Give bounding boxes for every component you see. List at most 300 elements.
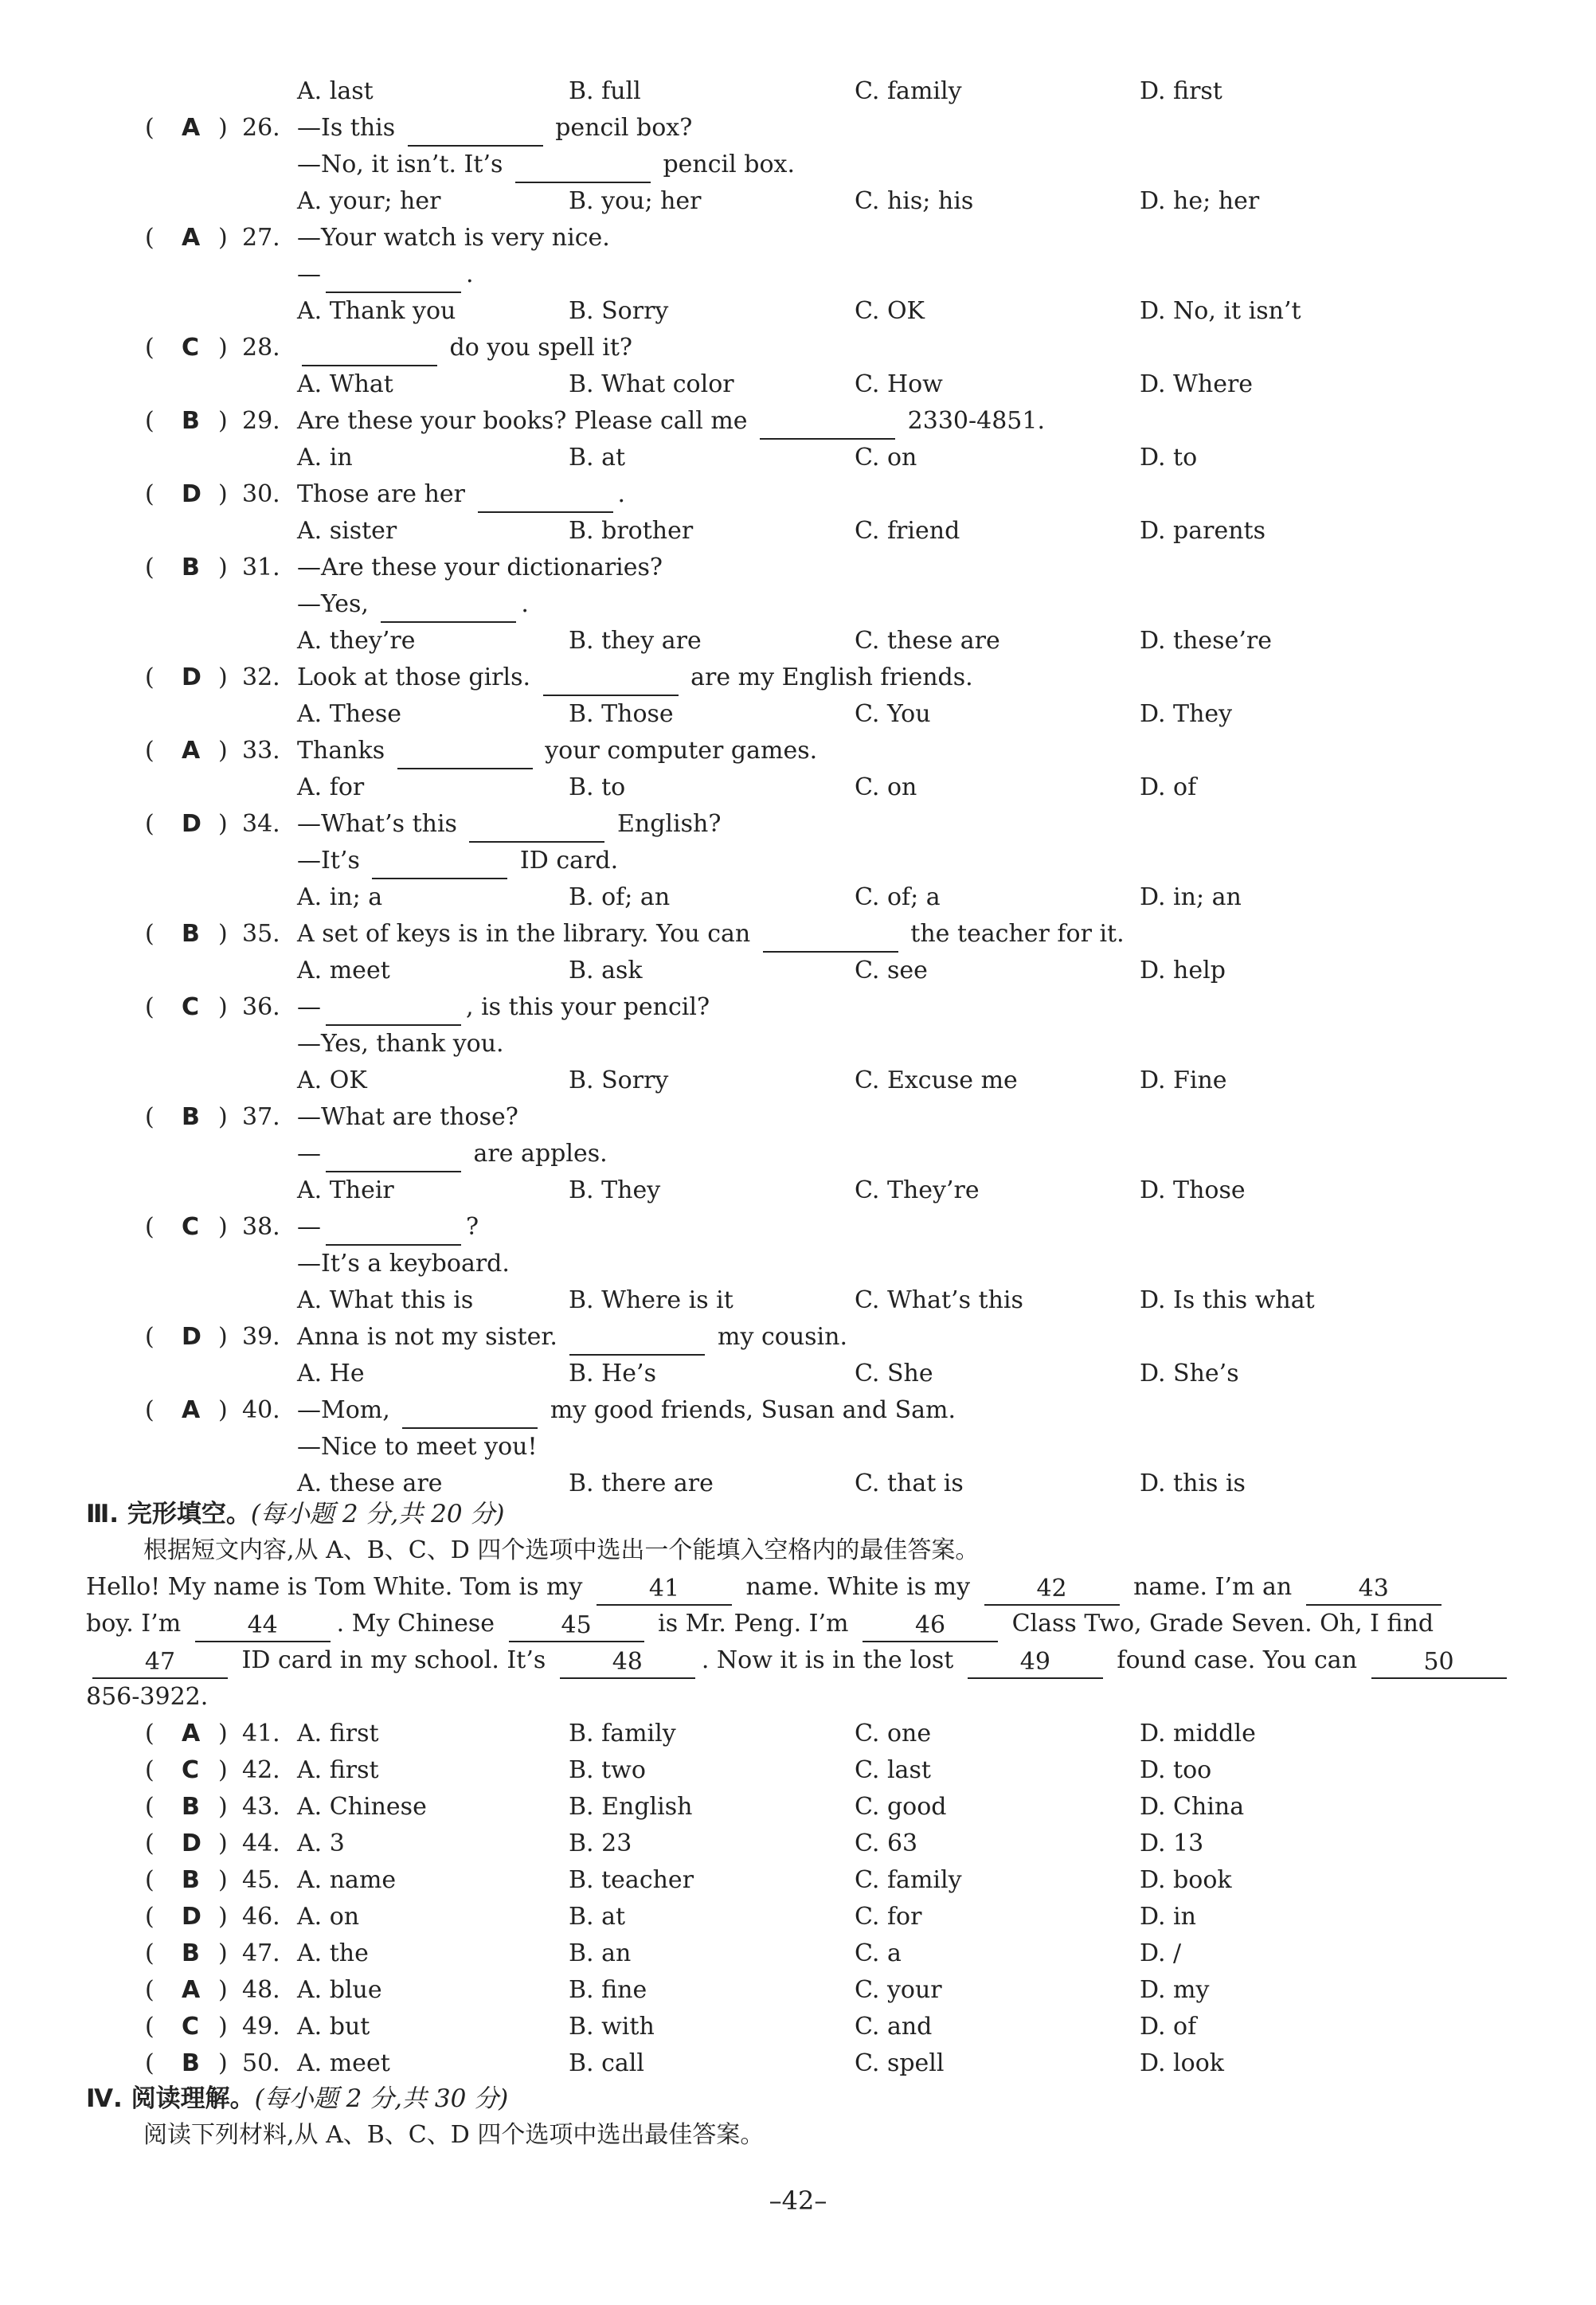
text-segment: —Nice to meet you! [297, 1433, 538, 1461]
question-line [0, 1026, 1596, 1062]
question-number: 27. [242, 224, 280, 252]
question-line [0, 916, 1596, 953]
answer-blank[interactable] [478, 483, 613, 513]
question-text [297, 989, 710, 1026]
option-b[interactable]: B. to [569, 773, 626, 801]
option-a[interactable]: A. these are [297, 1469, 443, 1497]
option-c[interactable]: C. your [855, 1976, 942, 2004]
text-segment: —No, it isn’t. It’s [297, 151, 510, 178]
option-a[interactable]: A. sister [297, 517, 397, 545]
bracket-close: ) [218, 1323, 228, 1351]
answer-letter: B [182, 920, 200, 948]
question-number: 36. [242, 993, 280, 1021]
options-row [0, 623, 1596, 659]
option-c[interactable]: C. OK [855, 297, 925, 325]
option-a[interactable]: A. What this is [297, 1286, 474, 1314]
section-4-note: (每小题 2 分,共 30 分) [254, 2084, 509, 2113]
bracket-open: ( [145, 554, 155, 581]
passage-text: . My Chinese [336, 1610, 503, 1638]
answer-blank[interactable] [381, 593, 516, 623]
option-c[interactable]: C. She [855, 1360, 933, 1387]
bracket-open: ( [145, 224, 155, 252]
options-row [0, 183, 1596, 220]
numbered-blank[interactable]: 42 [984, 1574, 1120, 1606]
option-c[interactable]: C. of; a [855, 883, 941, 911]
numbered-blank[interactable]: 47 [92, 1647, 228, 1679]
option-b[interactable]: B. brother [569, 517, 694, 545]
option-b[interactable]: B. teacher [569, 1866, 694, 1894]
text-segment: —It’s [297, 847, 368, 875]
option-b[interactable]: B. there are [569, 1469, 714, 1497]
question-text [297, 110, 692, 147]
option-d[interactable]: D. my [1140, 1976, 1210, 2004]
bracket-close: ) [218, 1866, 228, 1894]
option-a[interactable]: A. for [297, 773, 365, 801]
question-text [297, 550, 663, 586]
option-a[interactable]: A. in [297, 444, 353, 472]
answer-blank[interactable] [469, 812, 604, 843]
passage-text: 856-3922. [86, 1683, 209, 1711]
answer-blank[interactable] [326, 1142, 461, 1172]
text-segment: —It’s a keyboard. [297, 1250, 510, 1278]
question-number: 30. [242, 480, 280, 508]
options-row [0, 696, 1596, 733]
numbered-blank[interactable]: 46 [863, 1610, 998, 1642]
option-b[interactable]: B. Sorry [569, 297, 669, 325]
bracket-close: ) [218, 993, 228, 1021]
text-segment: ? [466, 1213, 479, 1241]
bracket-open: ( [145, 1103, 155, 1131]
question-text [297, 147, 795, 183]
option-c[interactable]: C. How [855, 370, 943, 398]
option-b[interactable]: B. they are [569, 627, 702, 655]
option-a[interactable]: A. but [297, 2013, 370, 2041]
options-row [0, 953, 1596, 989]
answer-letter: B [182, 1939, 200, 1967]
passage-text: ID card in my school. It’s [234, 1646, 554, 1674]
answer-letter: C [182, 993, 200, 1021]
option-c[interactable]: C. You [855, 700, 931, 728]
bracket-close: ) [218, 114, 228, 142]
bracket-open: ( [145, 1720, 155, 1747]
answer-letter: B [182, 1103, 200, 1131]
option-d[interactable]: D. this is [1140, 1469, 1246, 1497]
option-d[interactable]: D. middle [1140, 1720, 1256, 1747]
option-c[interactable]: C. Excuse me [855, 1066, 1018, 1094]
cloze-question [0, 1789, 1596, 1826]
answer-letter: A [182, 737, 201, 765]
options-row [0, 1282, 1596, 1319]
option-b[interactable]: B. an [569, 1939, 632, 1967]
option-d[interactable]: D. of [1140, 2013, 1197, 2041]
answer-letter: D [182, 663, 201, 691]
bracket-close: ) [218, 554, 228, 581]
text-segment: pencil box. [655, 151, 795, 178]
option-b[interactable]: B. you; her [569, 187, 702, 215]
option-c[interactable]: C. these are [855, 627, 1000, 655]
text-segment: . [521, 590, 529, 618]
text-segment: are apples. [466, 1140, 608, 1168]
bracket-open: ( [145, 2049, 155, 2077]
option-a[interactable]: A. What [297, 370, 393, 398]
question-line [0, 110, 1596, 147]
text-segment: my good friends, Susan and Sam. [542, 1396, 956, 1424]
option-d[interactable]: D. to [1140, 444, 1198, 472]
question-number: 37. [242, 1103, 280, 1131]
answer-letter: C [182, 1756, 200, 1784]
text-segment: are my English friends. [683, 663, 973, 691]
numbered-blank[interactable]: 48 [560, 1647, 695, 1679]
answer-letter: D [182, 1903, 201, 1931]
cloze-question [0, 1826, 1596, 1862]
question-line [0, 1136, 1596, 1172]
text-segment: Look at those girls. [297, 663, 538, 691]
passage-text: boy. I’m [86, 1610, 189, 1638]
option-c[interactable]: C. for [855, 1903, 922, 1931]
cloze-question [0, 1972, 1596, 2009]
option-d[interactable]: D. Those [1140, 1176, 1246, 1204]
bracket-open: ( [145, 480, 155, 508]
answer-letter: D [182, 1323, 201, 1351]
question-text [297, 1136, 608, 1172]
option-b[interactable]: B. at [569, 1903, 626, 1931]
bracket-open: ( [145, 663, 155, 691]
question-line [0, 733, 1596, 769]
option-a[interactable]: A. meet [297, 957, 390, 984]
answer-letter: C [182, 2013, 200, 2041]
answer-blank[interactable] [760, 409, 895, 440]
question-line [0, 403, 1596, 440]
question-number: 28. [242, 334, 280, 362]
option-c[interactable]: C. see [855, 957, 928, 984]
options-row [0, 73, 1596, 110]
bracket-close: ) [218, 1756, 228, 1784]
option-d[interactable]: D. Where [1140, 370, 1254, 398]
option-d[interactable]: D. help [1140, 957, 1226, 984]
option-c[interactable]: C. last [855, 1756, 931, 1784]
option-c[interactable]: C. one [855, 1720, 932, 1747]
question-line [0, 1099, 1596, 1136]
option-b[interactable]: B. fine [569, 1976, 647, 2004]
numbered-blank[interactable]: 50 [1371, 1647, 1507, 1679]
option-d[interactable]: D. these’re [1140, 627, 1272, 655]
text-segment: —Is this [297, 114, 403, 142]
option-b[interactable]: B. at [569, 444, 626, 472]
text-segment: the teacher for it. [902, 920, 1125, 948]
option-c[interactable]: C. friend [855, 517, 960, 545]
option-a[interactable]: A. they’re [297, 627, 416, 655]
question-number: 44. [242, 1830, 280, 1857]
options-row [0, 1356, 1596, 1392]
option-a[interactable]: A. Their [297, 1176, 394, 1204]
options-row [0, 879, 1596, 916]
question-line [0, 1209, 1596, 1246]
option-a[interactable]: A. Thank you [297, 297, 456, 325]
answer-blank[interactable] [408, 116, 543, 147]
option-c[interactable]: C. What’s this [855, 1286, 1023, 1314]
option-a[interactable]: A. first [297, 1756, 379, 1784]
question-line [0, 659, 1596, 696]
answer-blank[interactable] [326, 263, 461, 293]
option-b[interactable]: B. Where is it [569, 1286, 733, 1314]
option-b[interactable]: B. of; an [569, 883, 671, 911]
option-a[interactable]: A. These [297, 700, 401, 728]
option-c[interactable]: C. spell [855, 2049, 945, 2077]
option-a[interactable]: A. OK [297, 1066, 367, 1094]
option-a[interactable]: A. He [297, 1360, 365, 1387]
text-segment: — [297, 993, 321, 1021]
option-a[interactable]: A. 3 [297, 1830, 345, 1857]
option-b[interactable]: B. full [569, 77, 641, 105]
options-row [0, 1172, 1596, 1209]
option-a[interactable]: A. blue [297, 1976, 382, 2004]
passage-line [86, 1679, 1437, 1716]
question-line [0, 220, 1596, 256]
question-line [0, 476, 1596, 513]
bracket-open: ( [145, 114, 155, 142]
option-c[interactable]: C. 63 [855, 1830, 918, 1857]
cloze-question [0, 1935, 1596, 1972]
page-number: –42– [769, 2186, 827, 2216]
bracket-open: ( [145, 407, 155, 435]
bracket-open: ( [145, 334, 155, 362]
text-segment: pencil box? [547, 114, 693, 142]
option-c[interactable]: C. good [855, 1793, 947, 1821]
passage-text: Class Two, Grade Seven. Oh, I find [1004, 1610, 1434, 1638]
answer-blank[interactable] [543, 666, 679, 696]
question-text [297, 806, 721, 843]
question-number: 50. [242, 2049, 280, 2077]
text-segment: — [297, 260, 321, 288]
option-b[interactable]: B. two [569, 1756, 646, 1784]
option-a[interactable]: A. your; her [297, 187, 441, 215]
bracket-close: ) [218, 810, 228, 838]
options-row [0, 440, 1596, 476]
bracket-open: ( [145, 1976, 155, 2004]
option-c[interactable]: C. on [855, 444, 917, 472]
option-b[interactable]: B. What color [569, 370, 734, 398]
option-a[interactable]: A. name [297, 1866, 397, 1894]
option-d[interactable]: D. book [1140, 1866, 1232, 1894]
option-d[interactable]: D. in [1140, 1903, 1196, 1931]
question-line [0, 1319, 1596, 1356]
numbered-blank[interactable]: 44 [195, 1610, 331, 1642]
numbered-blank[interactable]: 49 [968, 1647, 1103, 1679]
question-number: 38. [242, 1213, 280, 1241]
option-b[interactable]: B. He’s [569, 1360, 656, 1387]
text-segment: —Yes, thank you. [297, 1030, 504, 1058]
passage-text: name. White is my [737, 1573, 978, 1601]
question-text [297, 659, 973, 696]
question-text [297, 733, 817, 769]
option-a[interactable]: A. last [297, 77, 374, 105]
answer-blank[interactable] [302, 336, 437, 366]
text-segment: ID card. [512, 847, 619, 875]
option-d[interactable]: D. Fine [1140, 1066, 1227, 1094]
question-number: 33. [242, 737, 280, 765]
option-b[interactable]: B. They [569, 1176, 661, 1204]
bracket-close: ) [218, 920, 228, 948]
cloze-question [0, 2045, 1596, 2082]
question-number: 45. [242, 1866, 280, 1894]
section-3-heading [86, 1496, 505, 1532]
option-d[interactable]: D. he; her [1140, 187, 1260, 215]
question-text [297, 1246, 510, 1282]
numbered-blank[interactable]: 41 [597, 1574, 732, 1606]
text-segment: Thanks [297, 737, 393, 765]
bracket-close: ) [218, 1939, 228, 1967]
question-text [297, 476, 625, 513]
bracket-close: ) [218, 663, 228, 691]
answer-blank[interactable] [515, 153, 651, 183]
bracket-open: ( [145, 920, 155, 948]
option-c[interactable]: C. and [855, 2013, 933, 2041]
question-number: 47. [242, 1939, 280, 1967]
option-d[interactable]: D. look [1140, 2049, 1224, 2077]
option-d[interactable]: D. No, it isn’t [1140, 297, 1301, 325]
question-number: 46. [242, 1903, 280, 1931]
option-b[interactable]: B. Those [569, 700, 674, 728]
option-c[interactable]: C. on [855, 773, 917, 801]
option-d[interactable]: D. parents [1140, 517, 1266, 545]
answer-blank[interactable] [402, 1399, 538, 1429]
text-segment: —Yes, [297, 590, 377, 618]
text-segment: A set of keys is in the library. You can [297, 920, 758, 948]
option-a[interactable]: A. meet [297, 2049, 390, 2077]
answer-letter: C [182, 1213, 200, 1241]
option-b[interactable]: B. with [569, 2013, 655, 2041]
bracket-open: ( [145, 2013, 155, 2041]
option-d[interactable]: D. She’s [1140, 1360, 1239, 1387]
option-b[interactable]: B. call [569, 2049, 644, 2077]
text-segment: . [617, 480, 626, 508]
option-b[interactable]: B. ask [569, 957, 643, 984]
text-segment: , is this your pencil? [466, 993, 710, 1021]
question-text [297, 586, 529, 623]
question-number: 39. [242, 1323, 280, 1351]
text-segment: . [466, 260, 474, 288]
answer-letter: B [182, 2049, 200, 2077]
bracket-close: ) [218, 737, 228, 765]
option-c[interactable]: C. family [855, 1866, 962, 1894]
option-d[interactable]: D. 13 [1140, 1830, 1204, 1857]
answer-letter: C [182, 334, 200, 362]
cloze-question [0, 1752, 1596, 1789]
option-b[interactable]: B. 23 [569, 1830, 632, 1857]
question-text [297, 1026, 504, 1062]
text-segment: do you spell it? [442, 334, 633, 362]
passage-line [86, 1606, 1437, 1642]
bracket-close: ) [218, 1396, 228, 1424]
section-3-title: Ⅲ. 完形填空。 [86, 1500, 251, 1528]
text-segment: —What’s this [297, 810, 465, 838]
bracket-close: ) [218, 407, 228, 435]
text-segment: — [297, 1213, 321, 1241]
answer-blank[interactable] [372, 849, 507, 879]
option-c[interactable]: C. that is [855, 1469, 964, 1497]
bracket-close: ) [218, 480, 228, 508]
option-b[interactable]: B. Sorry [569, 1066, 669, 1094]
option-a[interactable]: A. the [297, 1939, 369, 1967]
answer-blank[interactable] [397, 739, 533, 769]
question-line [0, 806, 1596, 843]
cloze-question [0, 1716, 1596, 1752]
cloze-question [0, 1862, 1596, 1899]
question-number: 32. [242, 663, 280, 691]
answer-letter: A [182, 114, 201, 142]
question-number: 48. [242, 1976, 280, 2004]
bracket-open: ( [145, 737, 155, 765]
section-3-note: (每小题 2 分,共 20 分) [250, 1500, 505, 1528]
answer-blank[interactable] [569, 1325, 705, 1356]
question-number: 42. [242, 1756, 280, 1784]
question-number: 34. [242, 810, 280, 838]
option-d[interactable]: D. in; an [1140, 883, 1242, 911]
text-segment: —Your watch is very nice. [297, 224, 610, 252]
option-c[interactable]: C. his; his [855, 187, 974, 215]
passage-text: found case. You can [1109, 1646, 1365, 1674]
text-segment: Are these your books? Please call me [297, 407, 756, 435]
question-line [0, 330, 1596, 366]
answer-letter: A [182, 1976, 201, 2004]
question-line [0, 550, 1596, 586]
option-c[interactable]: C. a [855, 1939, 902, 1967]
question-number: 35. [242, 920, 280, 948]
option-d[interactable]: D. / [1140, 1939, 1182, 1967]
question-text [297, 256, 474, 293]
text-segment: Those are her [297, 480, 473, 508]
bracket-open: ( [145, 1323, 155, 1351]
answer-blank[interactable] [763, 922, 898, 953]
option-d[interactable]: D. first [1140, 77, 1222, 105]
answer-letter: A [182, 1396, 201, 1424]
option-a[interactable]: A. Chinese [297, 1793, 427, 1821]
passage-line [86, 1569, 1437, 1606]
option-a[interactable]: A. first [297, 1720, 379, 1747]
question-text [297, 1099, 518, 1136]
question-number: 29. [242, 407, 280, 435]
numbered-blank[interactable]: 45 [509, 1610, 644, 1642]
bracket-open: ( [145, 1830, 155, 1857]
option-d[interactable]: D. too [1140, 1756, 1212, 1784]
option-d[interactable]: D. of [1140, 773, 1197, 801]
text-segment: English? [609, 810, 722, 838]
bracket-close: ) [218, 1830, 228, 1857]
bracket-open: ( [145, 1213, 155, 1241]
bracket-close: ) [218, 1903, 228, 1931]
question-line [0, 586, 1596, 623]
numbered-blank[interactable]: 43 [1306, 1574, 1441, 1606]
option-c[interactable]: C. family [855, 77, 962, 105]
answer-blank[interactable] [326, 996, 461, 1026]
option-b[interactable]: B. English [569, 1793, 693, 1821]
bracket-close: ) [218, 1720, 228, 1747]
passage-text: Hello! My name is Tom White. Tom is my [86, 1573, 590, 1601]
option-a[interactable]: A. in; a [297, 883, 383, 911]
bracket-close: ) [218, 2013, 228, 2041]
option-d[interactable]: D. They [1140, 700, 1233, 728]
text-segment: 2330-4851. [900, 407, 1046, 435]
option-c[interactable]: C. They’re [855, 1176, 980, 1204]
option-d[interactable]: D. Is this what [1140, 1286, 1315, 1314]
option-d[interactable]: D. China [1140, 1793, 1245, 1821]
bracket-open: ( [145, 1756, 155, 1784]
text-segment: my cousin. [710, 1323, 847, 1351]
options-row [0, 293, 1596, 330]
answer-blank[interactable] [326, 1215, 461, 1246]
option-a[interactable]: A. on [297, 1903, 360, 1931]
option-b[interactable]: B. family [569, 1720, 676, 1747]
